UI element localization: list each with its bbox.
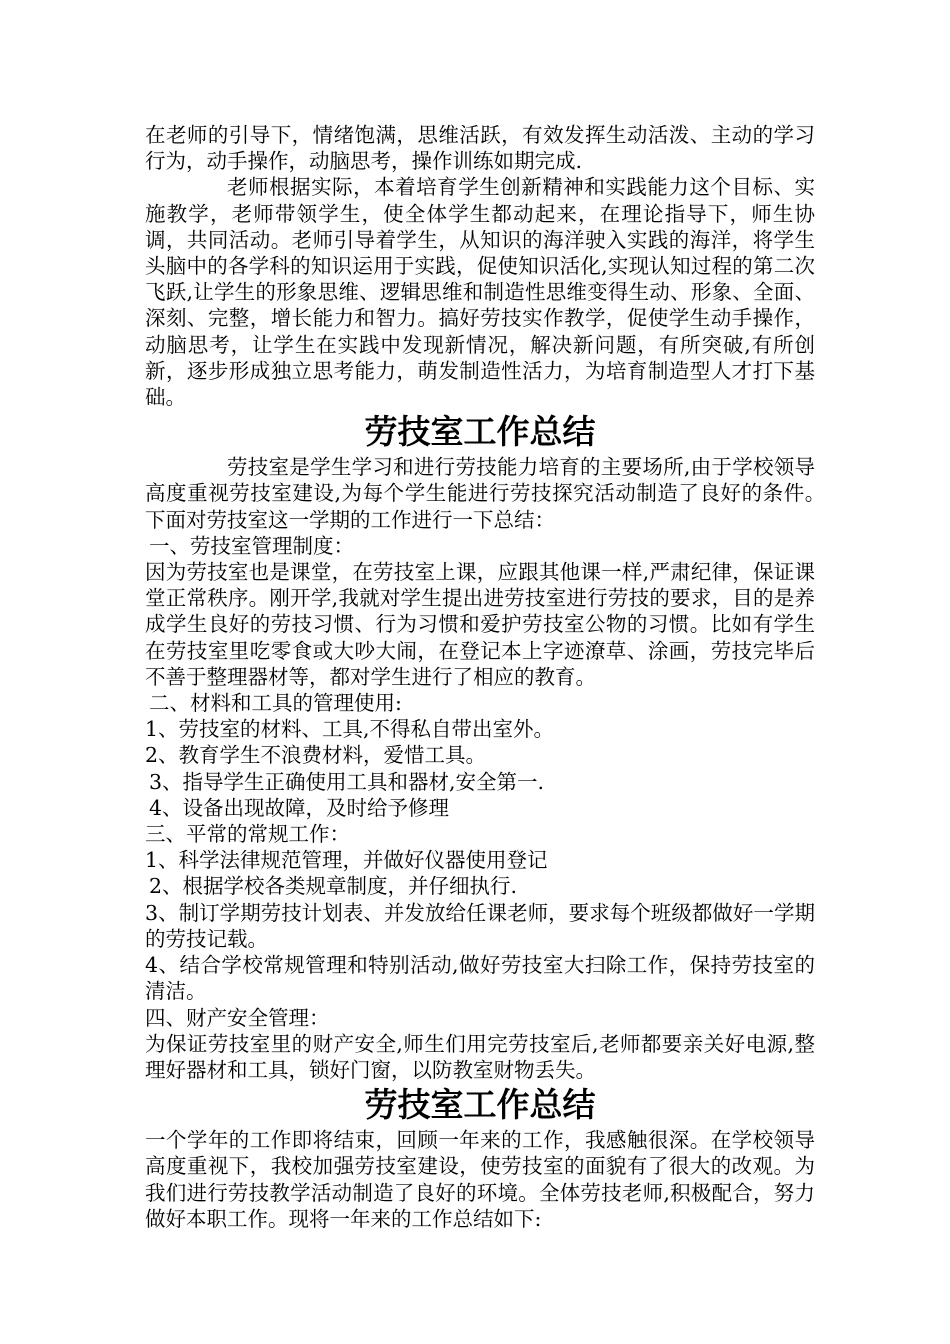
document-page	[145, 122, 836, 1232]
list-item: 2、教育学生不浪费材料，爱惜工具。	[145, 743, 487, 768]
intro-paragraph-1: 在老师的引导下，情绪饱满，思维活跃，有效发挥生动活泼、主动的学习行为，动手操作，动脑思考，操作训练如期完成.	[145, 123, 815, 174]
section1-heading-4: 四、财产安全管理：	[145, 1005, 330, 1030]
section1-intro: 劳技室是学生学习和进行劳技能力培育的主要场所,由于学校领导高度重视劳技室建设,为每个学生能进行劳技探究活动制造了良好的条件。 下面对劳技室这一学期的工作进行一下总结：	[145, 455, 836, 532]
section1-heading-1: 一、劳技室管理制度：	[149, 533, 354, 558]
section1-title: 劳技室工作总结	[364, 412, 596, 452]
section1-heading-2: 二、材料和工具的管理使用:	[149, 691, 402, 716]
list-item: 4、结合学校常规管理和特别活动,做好劳技室大扫除工作，保持劳技室的清洁。	[145, 953, 815, 1004]
section2-title: 劳技室工作总结	[364, 1085, 596, 1125]
list-item: 1、劳技室的材料、工具,不得私自带出室外。	[145, 717, 555, 742]
section1-heading-4-body: 为保证劳技室里的财产安全,师生们用完劳技室后,老师都要亲关好电源,整理好器材和工具，锁好门窗，以防教室财物丢失。	[145, 1031, 815, 1082]
list-item: 4、设备出现故障，及时给予修理	[149, 795, 450, 820]
list-item: 3、指导学生正确使用工具和器材,安全第一.	[149, 769, 545, 794]
list-item: 3、制订学期劳技计划表、并发放给任课老师，要求每个班级都做好一学期的劳技记载。	[145, 900, 815, 951]
list-item: 1、科学法律规范管理，并做好仪器使用登记	[145, 848, 548, 873]
list-item: 2、根据学校各类规章制度，并仔细执行.	[149, 874, 518, 899]
section1-heading-3: 三、平常的常规工作：	[145, 822, 350, 847]
section2-body: 一个学年的工作即将结束，回顾一年来的工作，我感触很深。在学校领导高度重视下，我校加强劳技室建设，使劳技室的面貌有了很大的改观。为我们进行劳技教学活动制造了良好的环境。全体劳技老师,积极配合，努力做好本职工作。现将一年来的工作总结如下:	[145, 1128, 815, 1231]
intro-paragraph-2: 老师根据实际，本着培育学生创新精神和实践能力这个目标、实施教学，老师带领学生，使全体学生都动起来，在理论指导下，师生协调，共同活动。老师引导着学生，从知识的海洋驶入实践的海洋，将学生头脑中的各学科的知识运用于实践，促使知识活化,实现认知过程的第二次飞跃,让学生的形象思维、逻辑思维和制造性思维变得生动、形象、全面、深刻、完整，增长能力和智力。搞好劳技实作教学，促使学生动手操作，动脑思考，让学生在实践中发现新情况，解决新问题，有所突破,有所创新，逐步形成独立思考能力，萌发制造性活力，为培育制造型人才打下基础。	[145, 175, 815, 410]
section1-heading-1-body: 因为劳技室也是课堂，在劳技室上课，应跟其他课一样,严肃纪律，保证课堂正常秩序。刚开学,我就对学生提出进劳技室进行劳技的要求，目的是养成学生良好的劳技习惯、行为习惯和爱护劳技室公物的习惯。比如有学生在劳技室里吃零食或大吵大闹，在登记本上字迹潦草、涂画，劳技完毕后不善于整理器材等，都对学生进行了相应的教育。	[145, 560, 815, 689]
